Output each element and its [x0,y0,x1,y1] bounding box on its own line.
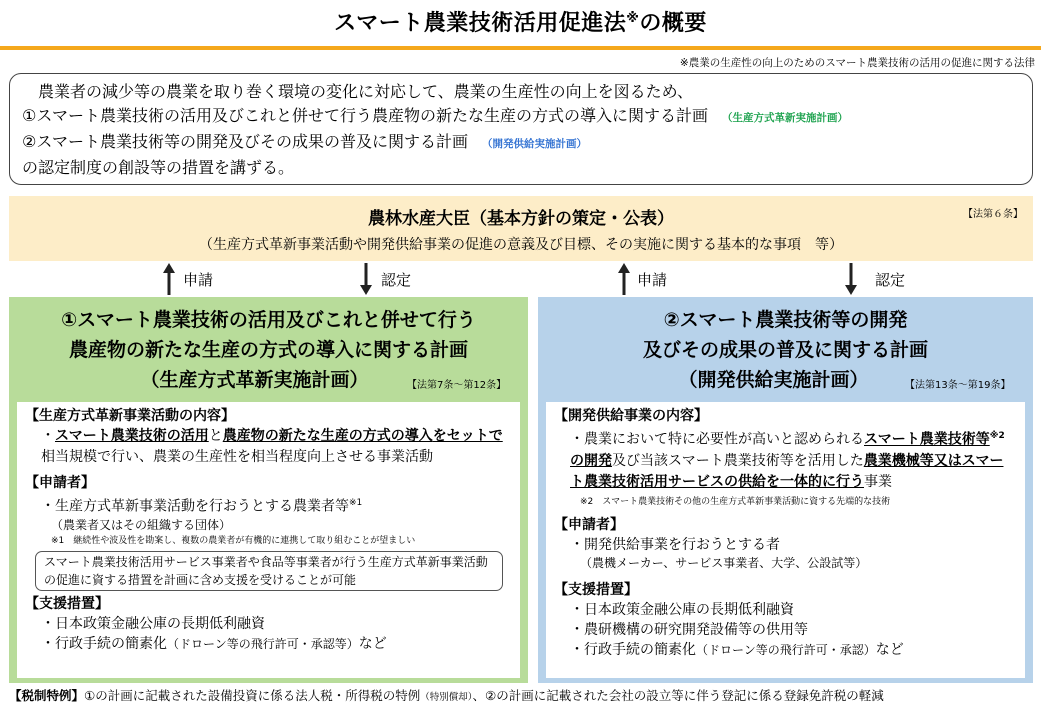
plan2-support-item: ・農研機構の研究開発設備等の供用等 [570,621,808,638]
plan1-applicant-sub: （農業者又はその組織する団体） [51,517,232,532]
intro-tag-plan1: （生産方式革新実施計画） [722,112,849,124]
plan1-box [9,297,528,683]
intro-line-4: の認定制度の創設等の措置を講ずる。 [22,158,295,177]
plan1-content-em2: 農産物の新たな生産の方式の導入 [222,428,433,444]
plan1-detail-panel [17,402,520,678]
plan1-applicant-text: ・生産方式革新事業活動を行おうとする農業者等 [41,498,349,515]
minister-band [9,196,1033,261]
approve-label-right: 認定 [875,271,906,289]
plan1-content-t1: と [208,428,223,444]
plan1-footnote: ※1 継続性や波及性を勘案し、複数の農業者が有機的に連携して取り組むことが望ましい [51,535,416,546]
plan2-title-line1: ②スマート農業技術等の開発 [663,309,908,331]
plan2-applicant-sub: （農機メーカー、サービス事業者、大学、公設試等） [580,555,868,570]
intro-line-3-text: ②スマート農業技術等の開発及びその成果の普及に関する計画 [22,132,469,151]
title-main: スマート農業技術活用促進法 [334,11,627,36]
plan1-content-text [25,426,512,468]
plan2-content-heading: 【開発供給事業の内容】 [554,408,708,424]
plan1-support-item-text: ・行政手続の簡素化 [41,635,167,652]
title-divider [0,46,1041,50]
plan2-support-item: ・日本政策金融公庫の長期低利融資 [570,601,794,618]
plan2-content-em1: スマート農業技術等 [864,431,990,448]
plan2-footnote: ※2 スマート農業技術その他の生産方式革新事業活動に資する先端的な技術 [580,496,891,507]
plan1-content-em1: スマート農業技術の活用 [55,428,209,444]
intro-summary-box [9,73,1033,185]
plan1-support-item [25,634,512,654]
plan2-title-line2: 及びその成果の普及に関する計画 [642,339,928,361]
law-full-name-note: ※農業の生産性の向上のためのスマート農業技術の活用の促進に関する法律 [679,57,1035,69]
plan2-title-line3: （開発供給実施計画） [678,369,869,391]
plan1-support-heading: 【支援措置】 [25,595,109,612]
plan2-content-mark: ※2 [989,431,1005,441]
arrow-up-icon [618,263,630,295]
plan1-support-tail: など [358,635,387,652]
plan2-content-em2: の開発 [570,452,612,469]
page-title [0,6,1041,37]
plan2-support-note: （ドローン等の飛行許可・承認） [696,642,876,657]
intro-line-2-text: ①スマート農業技術の活用及びこれと併せて行う農産物の新たな生産の方式の導入に関する計画 [22,106,709,125]
plan1-applicant-heading: 【申請者】 [25,475,95,491]
arrow-down-icon [845,263,857,295]
approve-label-left: 認定 [381,271,412,289]
apply-label-left: 申請 [183,271,214,289]
plan2-content-t1: ・農業において特に必要性が高いと認められる [570,431,864,448]
plan2-support-heading: 【支援措置】 [554,581,638,598]
plan1-content-heading: 【生産方式革新事業活動の内容】 [25,408,235,424]
plan2-support-tail: など [875,641,904,658]
plan2-content-t3: 事業 [864,473,892,490]
arrow-down-icon [360,263,372,295]
footer-label: 【税制特例】 [9,688,85,703]
plan1-support-item: ・日本政策金融公庫の長期低利融資 [41,615,265,632]
plan2-applicant-line: ・開発供給事業を行おうとする者 [570,536,780,553]
plan1-applicant-line [25,493,512,517]
plan1-law-ref: 【法第7条～第12条】 [407,380,507,391]
plan2-content-t2: 及び当該スマート農業技術等を活用した [612,452,864,469]
plan2-applicant-heading: 【申請者】 [554,516,624,533]
plan1-content-em3: をセットで [432,428,503,444]
minister-law-ref: 【法第６条】 [963,209,1023,220]
plan2-law-ref: 【法第13条～第19条】 [905,380,1011,391]
intro-line-3 [22,130,1020,156]
plan2-content-text [554,426,1017,493]
plan1-content-bullet: ・ [41,428,55,444]
arrow-up-icon [163,263,175,295]
apply-label-right: 申請 [637,271,668,289]
intro-line-1: 農業者の減少等の農業を取り巻く環境の変化に対応して、農業の生産性の向上を図るため、 [38,82,694,101]
plan2-support-item [554,640,1017,660]
minister-title: 農林水産大臣（基本方針の策定・公表） [368,209,674,229]
title-suffix: の概要 [639,11,707,36]
plan1-content-t2: 相当規模で行い、農業の生産性を相当程度向上させる事業活動 [41,449,433,465]
footer-text1: ①の計画に記載された設備投資に係る法人税・所得税の特例 [84,688,421,703]
plan1-title-line1: ①スマート農業技術の活用及びこれと併せて行う [61,309,476,331]
title-mark: ※ [626,11,640,26]
plan1-support-note: （ドローン等の飛行許可・承認等） [167,636,359,651]
plan2-detail-panel [546,402,1025,678]
plan1-note-box: スマート農業技術活用サービス事業者や食品等事業者が行う生産方式革新事業活動の促進に資する措置を計画に含め支援を受けることが可能 [35,551,503,591]
tax-special-footer [9,687,1033,707]
footer-text2: 、②の計画に記載された会社の設立等に伴う登記に係る登録免許税の軽減 [472,688,884,703]
intro-line-2 [22,104,1020,130]
plan1-applicant-mark: ※1 [349,498,363,508]
plan2-box [538,297,1033,683]
plan2-content-em3: 農業機械等又はスマート農業技術活用サービスの供給を一体的に行う [570,452,1004,490]
plan1-title-line3: （生産方式革新実施計画） [140,369,369,391]
plan2-support-item-text: ・行政手続の簡素化 [570,641,696,658]
intro-tag-plan2: （開発供給実施計画） [482,138,588,150]
footer-note: （特別償却） [420,692,473,703]
minister-subtitle: （生産方式革新事業活動や開発供給事業の促進の意義及び目標、その実施に関する基本的な事項 等） [199,237,843,253]
plan1-title-line2: 農産物の新たな生産の方式の導入に関する計画 [68,339,468,361]
